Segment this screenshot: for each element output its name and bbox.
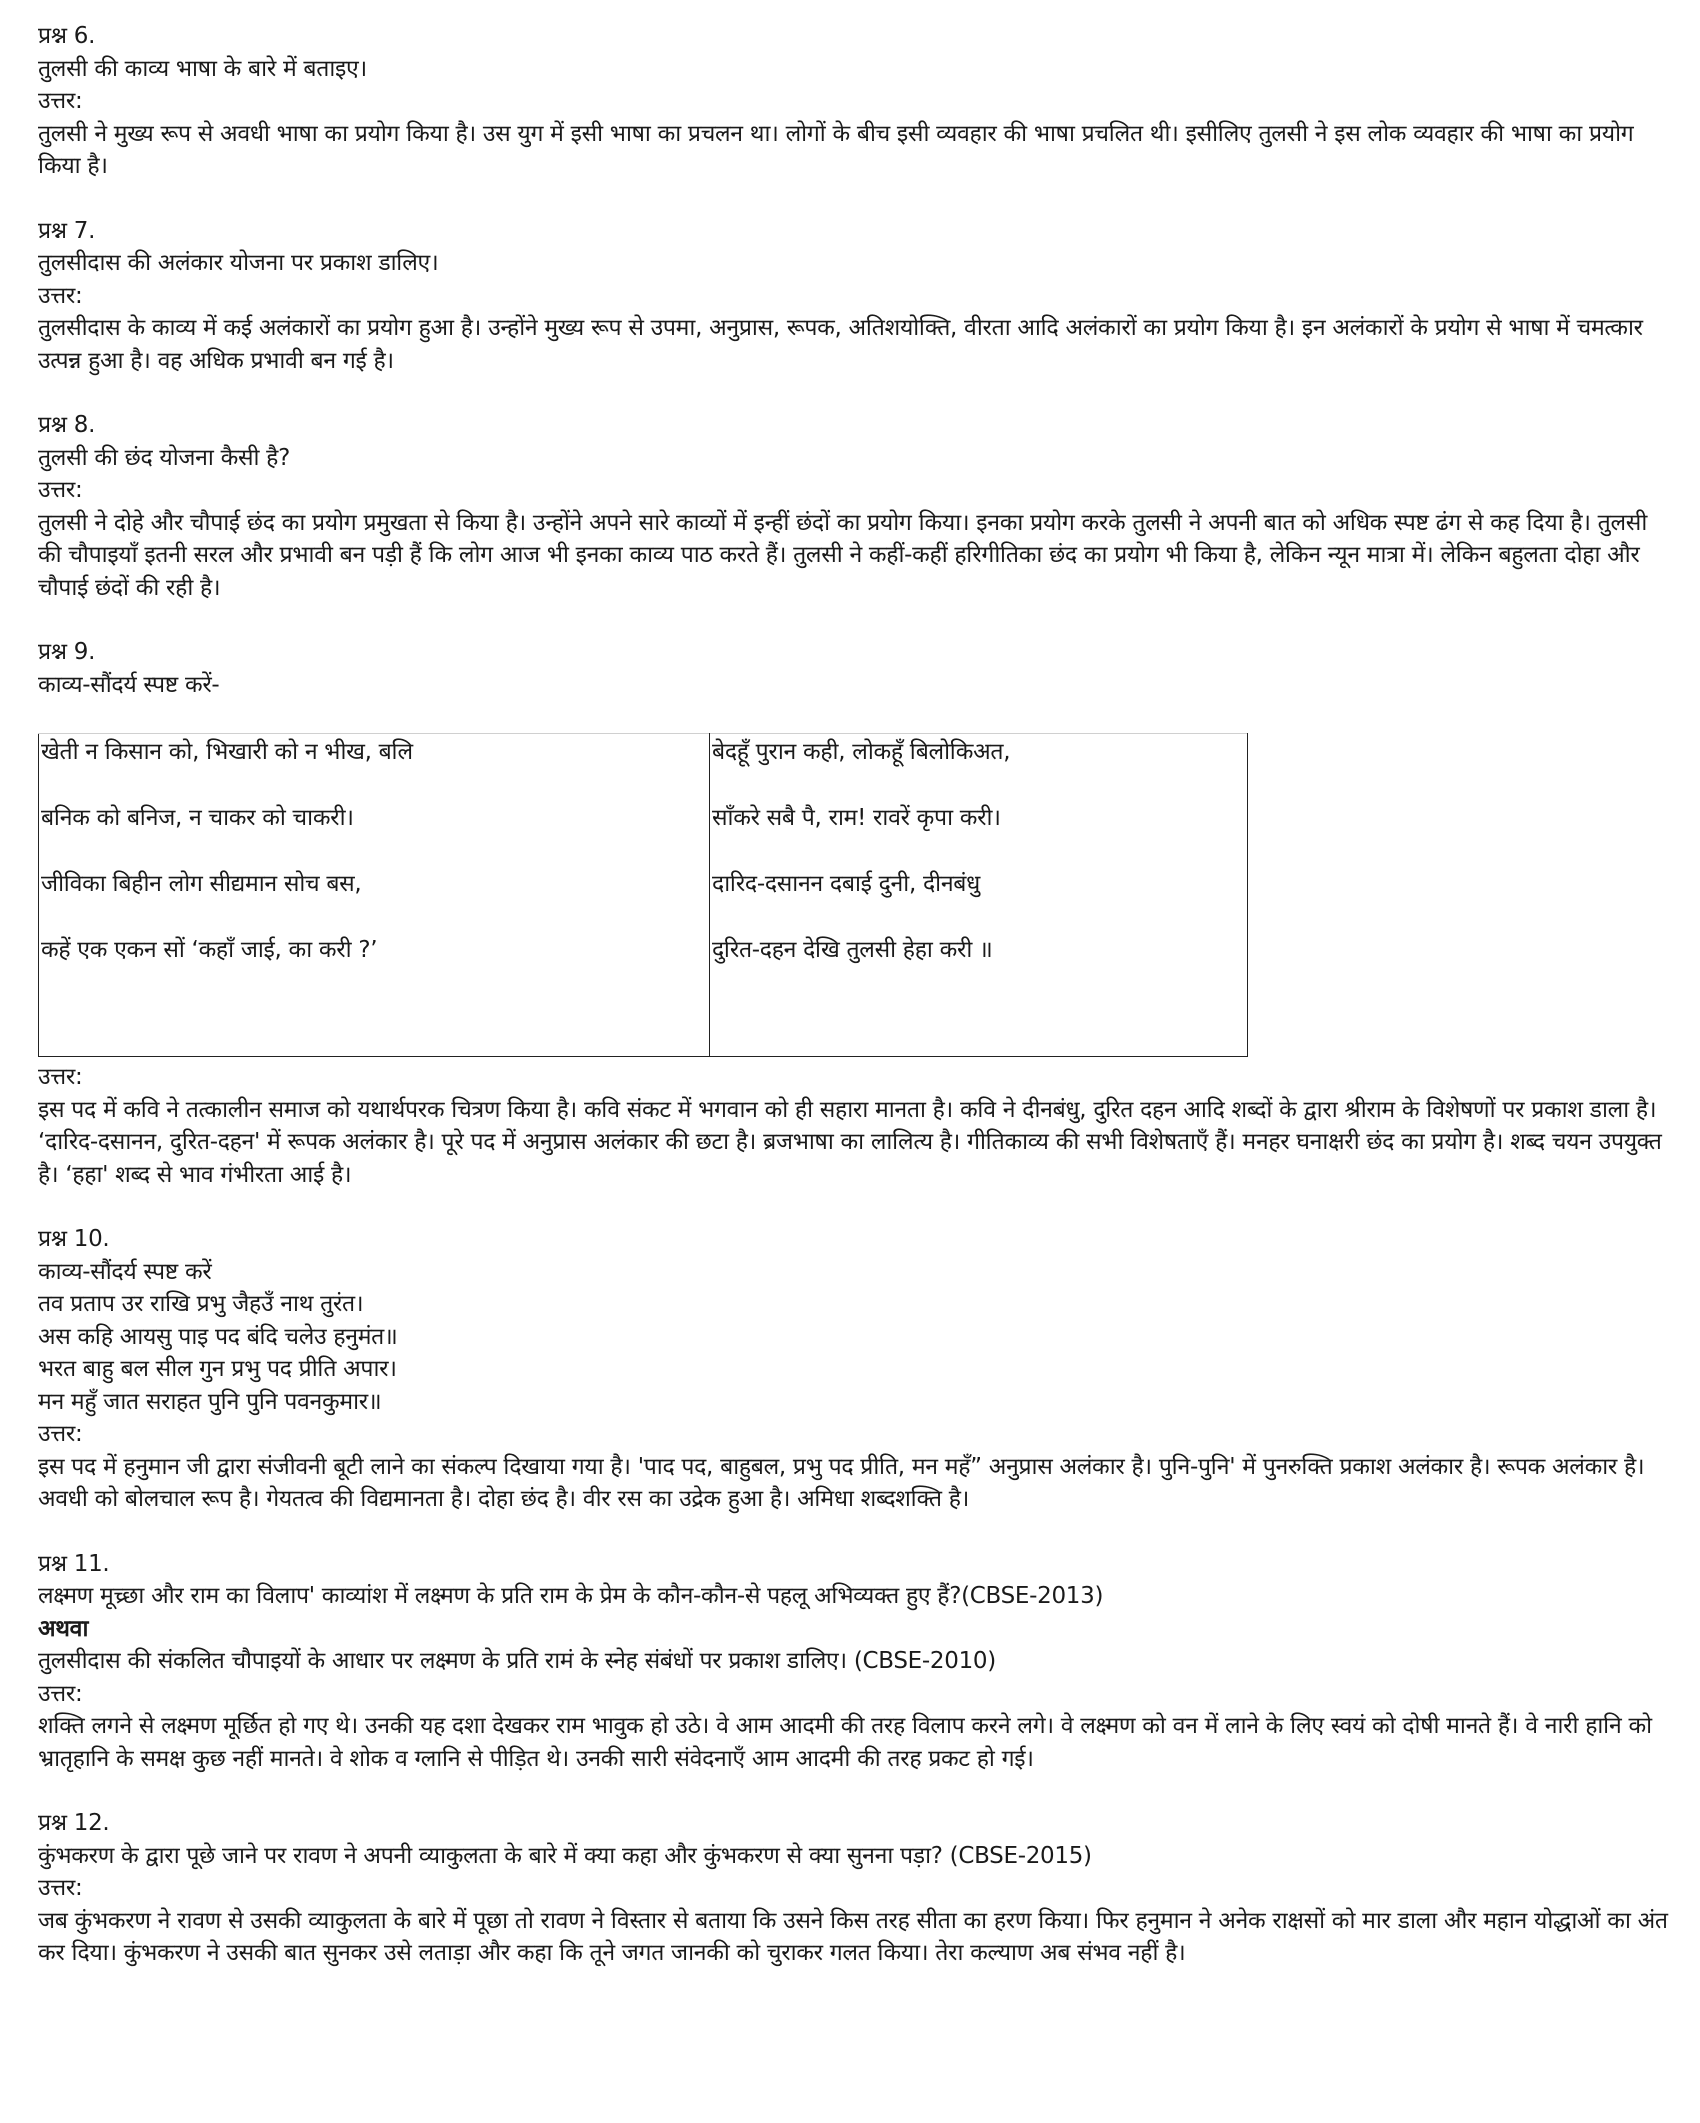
question-text: तुलसीदास की अलंकार योजना पर प्रकाश डालिए।: [38, 250, 439, 276]
answer-text: तुलसी ने मुख्य रूप से अवधी भाषा का प्रयोग किया है। उस युग में इसी भाषा का प्रचलन था। लोगों के बीच इसी व्यवहार की भाषा प्रचलित थी। इसीलिए तुलसी ने इस लोक व्यवहार की भाषा का प्रयोग किया है।: [38, 120, 1634, 179]
answer-label: उत्तर:: [38, 282, 83, 309]
question-number: प्रश्न 12.: [38, 1810, 110, 1836]
answer-text: शक्ति लगने से लक्ष्मण मूर्छित हो गए थे। उनकी यह दशा देखकर राम भावुक हो उठे। वे आम आदमी की तरह विलाप करने लगे। वे लक्ष्मण को वन में लाने के लिए स्वयं को दोषी मानते हैं। वे नारी हानि को भ्रातृहानि के समक्ष कुछ नहीं मानते। वे शोक व ग्लानि से पीड़ित थे। उनकी सारी संवेदनाएँ आम आदमी की तरह प्रकट हो गई।: [38, 1713, 1652, 1772]
question-block-11: [38, 1548, 1668, 1776]
question-block-12: [38, 1807, 1668, 1970]
question-text: तुलसी की छंद योजना कैसी है?: [38, 444, 290, 471]
answer-text: इस पद में कवि ने तत्कालीन समाज को यथार्थपरक चित्रण किया है। कवि संकट में भगवान को ही सहारा मानता है। कवि ने दीनबंधु, दुरित दहन आदि शब्दों के द्वारा श्रीराम के विशेषणों पर प्रकाश डाला है। ‘दारिद-दसानन, दुरित-दहन' में रूपक अलंकार है। पूरे पद में अनुप्रास अलंकार की छटा है। ब्रजभाषा का लालित्य है। गीतिकाव्य की सभी विशेषताएँ हैं। मनहर घनाक्षरी छंद का प्रयोग है। शब्द चयन उपयुक्त है। ‘हहा' शब्द से भाव गंभीरता आई है।: [38, 1096, 1662, 1188]
answer-label: उत्तर:: [38, 88, 83, 114]
answer-label: उत्तर:: [38, 1421, 83, 1447]
poem-table-row: [39, 734, 1248, 1057]
poem-line: दुरित-दहन देखि तुलसी हेहा करी ॥: [712, 937, 993, 963]
poem-line: जीविका बिहीन लोग सीद्यमान सोच बस,: [41, 871, 362, 897]
poem-line: बनिक को बनिज, न चाकर को चाकरी।: [41, 805, 354, 831]
question-number: प्रश्न 7.: [38, 217, 96, 244]
answer-text: तुलसीदास के काव्य में कई अलंकारों का प्रयोग हुआ है। उन्होंने मुख्य रूप से उपमा, अनुप्रास, रूपक, अतिशयोक्ति, वीरता आदि अलंकारों का प्रयोग किया है। इन अलंकारों के प्रयोग से भाषा में चमत्कार उत्पन्न हुआ है। वह अधिक प्रभावी बन गई है।: [38, 315, 1643, 374]
question-text: लक्ष्मण मूच्र्छा और राम का विलाप' काव्यांश में लक्ष्मण के प्रति राम के प्रेम के कौन-कौन-से पहलू अभिव्यक्त हुए हैं?(CBSE-2013): [38, 1583, 1104, 1609]
poem-right-column: [710, 734, 1248, 1057]
question-text: काव्य-सौंदर्य स्पष्ट करें: [38, 1258, 212, 1285]
poem-line: दारिद-दसानन दबाई दुनी, दीनबंधु: [712, 871, 980, 897]
answer-label: उत्तर:: [38, 1064, 83, 1090]
document-page: [38, 20, 1668, 1970]
poem-line: खेती न किसान को, भिखारी को न भीख, बलि: [41, 739, 413, 765]
answer-text: जब कुंभकरण ने रावण से उसकी व्याकुलता के बारे में पूछा तो रावण ने विस्तार से बताया कि उसने किस तरह सीता का हरण किया। फिर हनुमान ने अनेक राक्षसों को मार डाला और महान योद्धाओं का अंत कर दिया। कुंभकरण ने उसकी बात सुनकर उसे लताड़ा और कहा कि तूने जगत जानकी को चुराकर गलत किया। तेरा कल्याण अब संभव नहीं है।: [38, 1907, 1668, 1966]
verse-line: तव प्रताप उर राखि प्रभु जैहउँ नाथ तुरंत।: [38, 1291, 364, 1317]
answer-label: उत्तर:: [38, 477, 83, 503]
question-block-10: [38, 1223, 1668, 1516]
question-text-alternate: तुलसीदास की संकलित चौपाइयों के आधार पर लक्ष्मण के प्रति रामं के स्नेह संबंधों पर प्रकाश डालिए। (CBSE-2010): [38, 1648, 996, 1674]
question-block-7: [38, 215, 1668, 378]
verse-line: भरत बाहु बल सील गुन प्रभु पद प्रीति अपार।: [38, 1356, 397, 1382]
answer-label: उत्तर:: [38, 1680, 83, 1707]
question-number: प्रश्न 10.: [38, 1226, 110, 1252]
verse-line: मन महुँ जात सराहत पुनि पुनि पवनकुमार॥: [38, 1388, 382, 1415]
poem-left-column: [39, 734, 710, 1057]
question-text: तुलसी की काव्य भाषा के बारे में बताइए।: [38, 55, 367, 82]
answer-label: उत्तर:: [38, 1875, 83, 1901]
poem-line: बेदहूँ पुरान कही, लोकहूँ बिलोकिअत,: [712, 739, 1011, 765]
poem-table: [38, 733, 1248, 1057]
poem-line: कहें एक एकन सों ‘कहाँ जाई, का करी ?’: [41, 937, 378, 963]
question-number: प्रश्न 11.: [38, 1550, 110, 1577]
question-text: कुंभकरण के द्वारा पूछे जाने पर रावण ने अपनी व्याकुलता के बारे में क्या कहा और कुंभकरण से क्या सुनना पड़ा? (CBSE-2015): [38, 1842, 1092, 1869]
question-text: काव्य-सौंदर्य स्पष्ट करें-: [38, 671, 220, 698]
verse-line: अस कहि आयसु पाइ पद बंदि चलेउ हनुमंत॥: [38, 1323, 398, 1350]
question-number: प्रश्न 9.: [38, 639, 96, 665]
question-block-8: [38, 409, 1668, 604]
answer-text: तुलसी ने दोहे और चौपाई छंद का प्रयोग प्रमुखता से किया है। उन्होंने अपने सारे काव्यों में इन्हीं छंदों का प्रयोग किया। इनका प्रयोग करके तुलसी ने अपनी बात को अधिक स्पष्ट ढंग से कह दिया है। तुलसी की चौपाइयाँ इतनी सरल और प्रभावी बन पड़ी हैं कि लोग आज भी इनका काव्य पाठ करते हैं। तुलसी ने कहीं-कहीं हरिगीतिका छंद का प्रयोग भी किया है, लेकिन न्यून मात्रा में। लेकिन बहुलता दोहा और चौपाई छंदों की रही है।: [38, 509, 1647, 601]
question-number: प्रश्न 8.: [38, 412, 96, 438]
poem-line: साँकरे सबै पै, राम! रावरें कृपा करी।: [712, 805, 1001, 831]
question-number: प्रश्न 6.: [38, 23, 96, 49]
answer-text: इस पद में हनुमान जी द्वारा संजीवनी बूटी लाने का संकल्प दिखाया गया है। 'पाद पद, बाहुबल, प्रभु पद प्रीति, मन महँ” अनुप्रास अलंकार है। पुनि-पुनि' में पुनरुक्ति प्रकाश अलंकार है। रूपक अलंकार है। अवधी को बोलचाल रूप है। गेयतत्व की विद्यमानता है। दोहा छंद है। वीर रस का उद्रेक हुआ है। अमिधा शब्दशक्ति है।: [38, 1453, 1645, 1512]
question-block-6: [38, 20, 1668, 183]
or-label: अथवा: [38, 1615, 89, 1642]
question-block-9: [38, 636, 1668, 1191]
